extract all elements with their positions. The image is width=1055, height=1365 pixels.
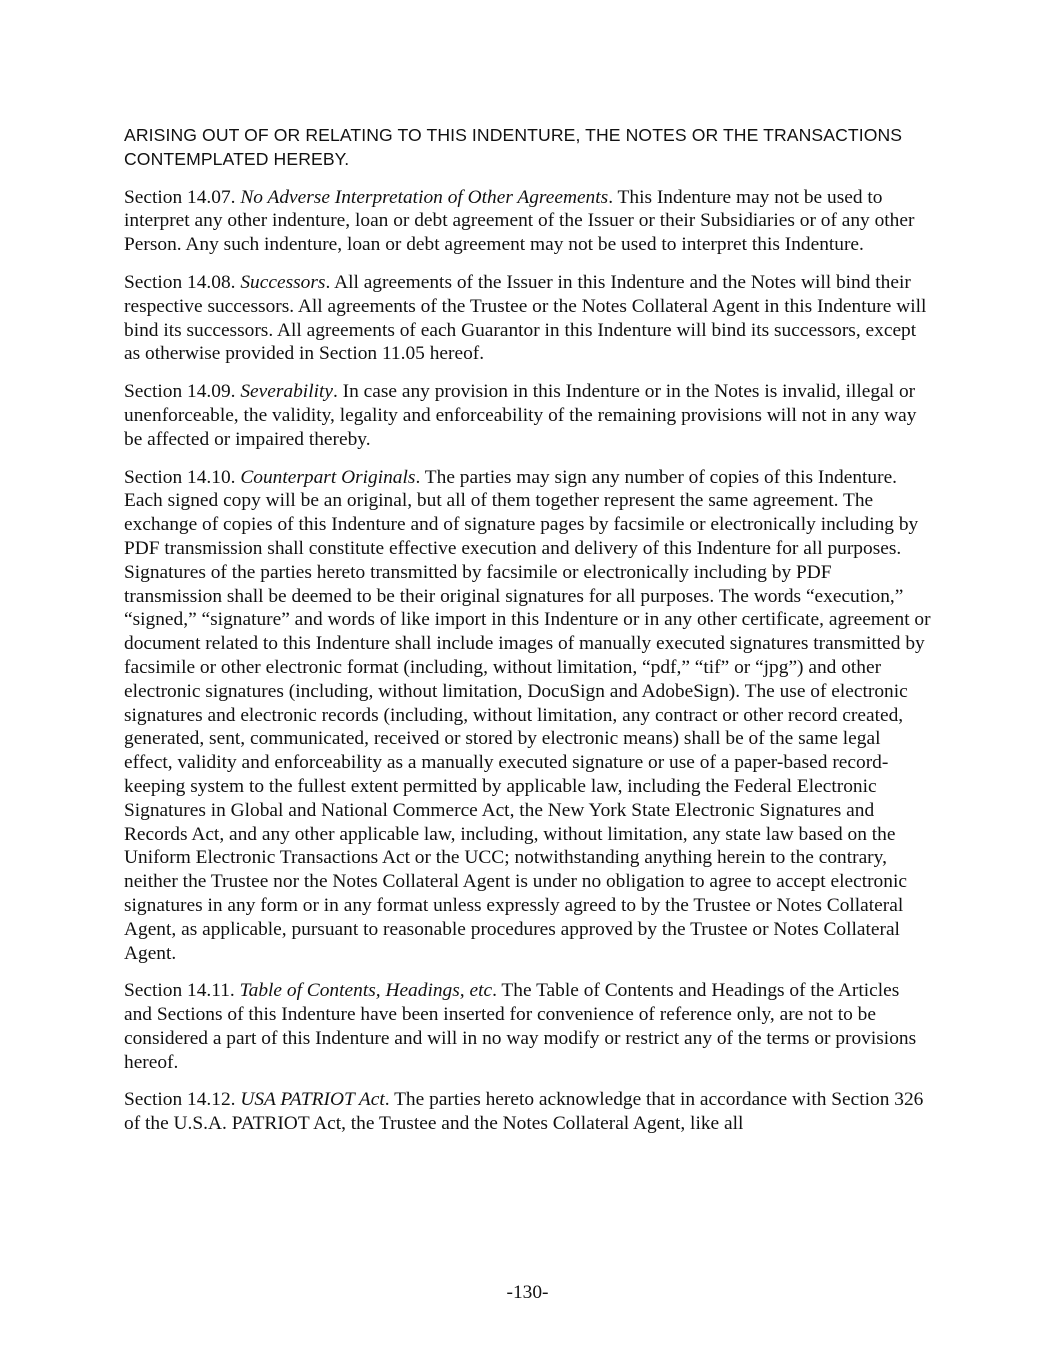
section-title: Successors <box>240 271 326 293</box>
document-body <box>124 124 932 1150</box>
section-number: Section 14.08. <box>124 271 236 293</box>
section-title: Severability <box>240 381 333 403</box>
section-body: . In case any provision in this Indenture or in the Notes is invalid, illegal or unenforceable, the validity, legality and enforceability of the remaining provisions will not in any way be affected or impaired thereby. <box>124 381 917 450</box>
section-14-10 <box>124 466 932 966</box>
section-number: Section 14.07. <box>124 186 236 208</box>
section-body: . All agreements of the Issuer in this Indenture and the Notes will bind their respective successors. All agreements of the Trustee or the Notes Collateral Agent in this Indenture will bind its successors. All agreements of each Guarantor in this Indenture will bind its successors, except as otherwise provided in Section 11.05 hereof. <box>124 271 927 365</box>
section-title: USA PATRIOT Act <box>240 1089 385 1111</box>
section-14-07 <box>124 186 932 257</box>
section-title: Table of Contents, Headings, etc <box>239 980 493 1002</box>
page-number: -130- <box>506 1282 549 1303</box>
section-body: . The parties may sign any number of copies of this Indenture. Each signed copy will be an original, but all of them together represent the same agreement. The exchange of copies of this Indenture and of signature pages by facsimile or electronically including by PDF transmission shall constitute effective execution and delivery of this Indenture for all purposes. Signatures of the parties hereto transmitted by facsimile or electronically including by PDF transmission shall be deemed to be their original signatures for all purposes. The words “execution,” “signed,” “signature” and words of like import in this Indenture or in any other certificate, agreement or document related to this Indenture shall include images of manually executed signatures transmitted by facsimile or other electronic format (including, without limitation, “pdf,” “tif” or “jpg”) and other electronic signatures (including, without limitation, DocuSign and AdobeSign). The use of electronic signatures and electronic records (including, without limitation, any contract or other record created, generated, sent, communicated, received or stored by electronic means) shall be of the same legal effect, validity and enforceability as a manually executed signature or use of a paper-based record-keeping system to the fullest extent permitted by applicable law, including the Federal Electronic Signatures in Global and National Commerce Act, the New York State Electronic Signatures and Records Act, and any other applicable law, including, without limitation, any state law based on the Uniform Electronic Transactions Act or the UCC; notwithstanding anything herein to the contrary, neither the Trustee nor the Notes Collateral Agent is under no obligation to agree to accept electronic signatures in any form or in any format unless expressly agreed to by the Trustee or Notes Collateral Agent, as applicable, pursuant to reasonable procedures approved by the Trustee or Notes Collateral Agent. <box>124 466 931 964</box>
section-title: Counterpart Originals <box>240 466 416 488</box>
section-number: Section 14.10. <box>124 466 236 488</box>
section-number: Section 14.11. <box>124 980 235 1002</box>
section-14-12 <box>124 1088 932 1136</box>
section-14-09 <box>124 380 932 451</box>
section-14-08 <box>124 271 932 366</box>
section-title: No Adverse Interpretation of Other Agreements <box>240 186 609 208</box>
section-number: Section 14.09. <box>124 381 236 403</box>
carryover-paragraph: ARISING OUT OF OR RELATING TO THIS INDENTURE, THE NOTES OR THE TRANSACTIONS CONTEMPLATED HEREBY. <box>124 125 903 169</box>
section-body: . The parties hereto acknowledge that in accordance with Section 326 of the U.S.A. PATRIOT Act, the Trustee and the Notes Collateral Agent, like all <box>124 1089 924 1135</box>
section-number: Section 14.12. <box>124 1089 236 1111</box>
section-body: . The Table of Contents and Headings of the Articles and Sections of this Indenture have been inserted for convenience of reference only, are not to be considered a part of this Indenture and will in no way modify or restrict any of the terms or provisions hereof. <box>124 980 917 1073</box>
section-body: . This Indenture may not be used to interpret any other indenture, loan or debt agreement of the Issuer or their Subsidiaries or of any other Person. Any such indenture, loan or debt agreement may not be used to interpret this Indenture. <box>124 186 915 256</box>
section-14-11 <box>124 979 932 1074</box>
